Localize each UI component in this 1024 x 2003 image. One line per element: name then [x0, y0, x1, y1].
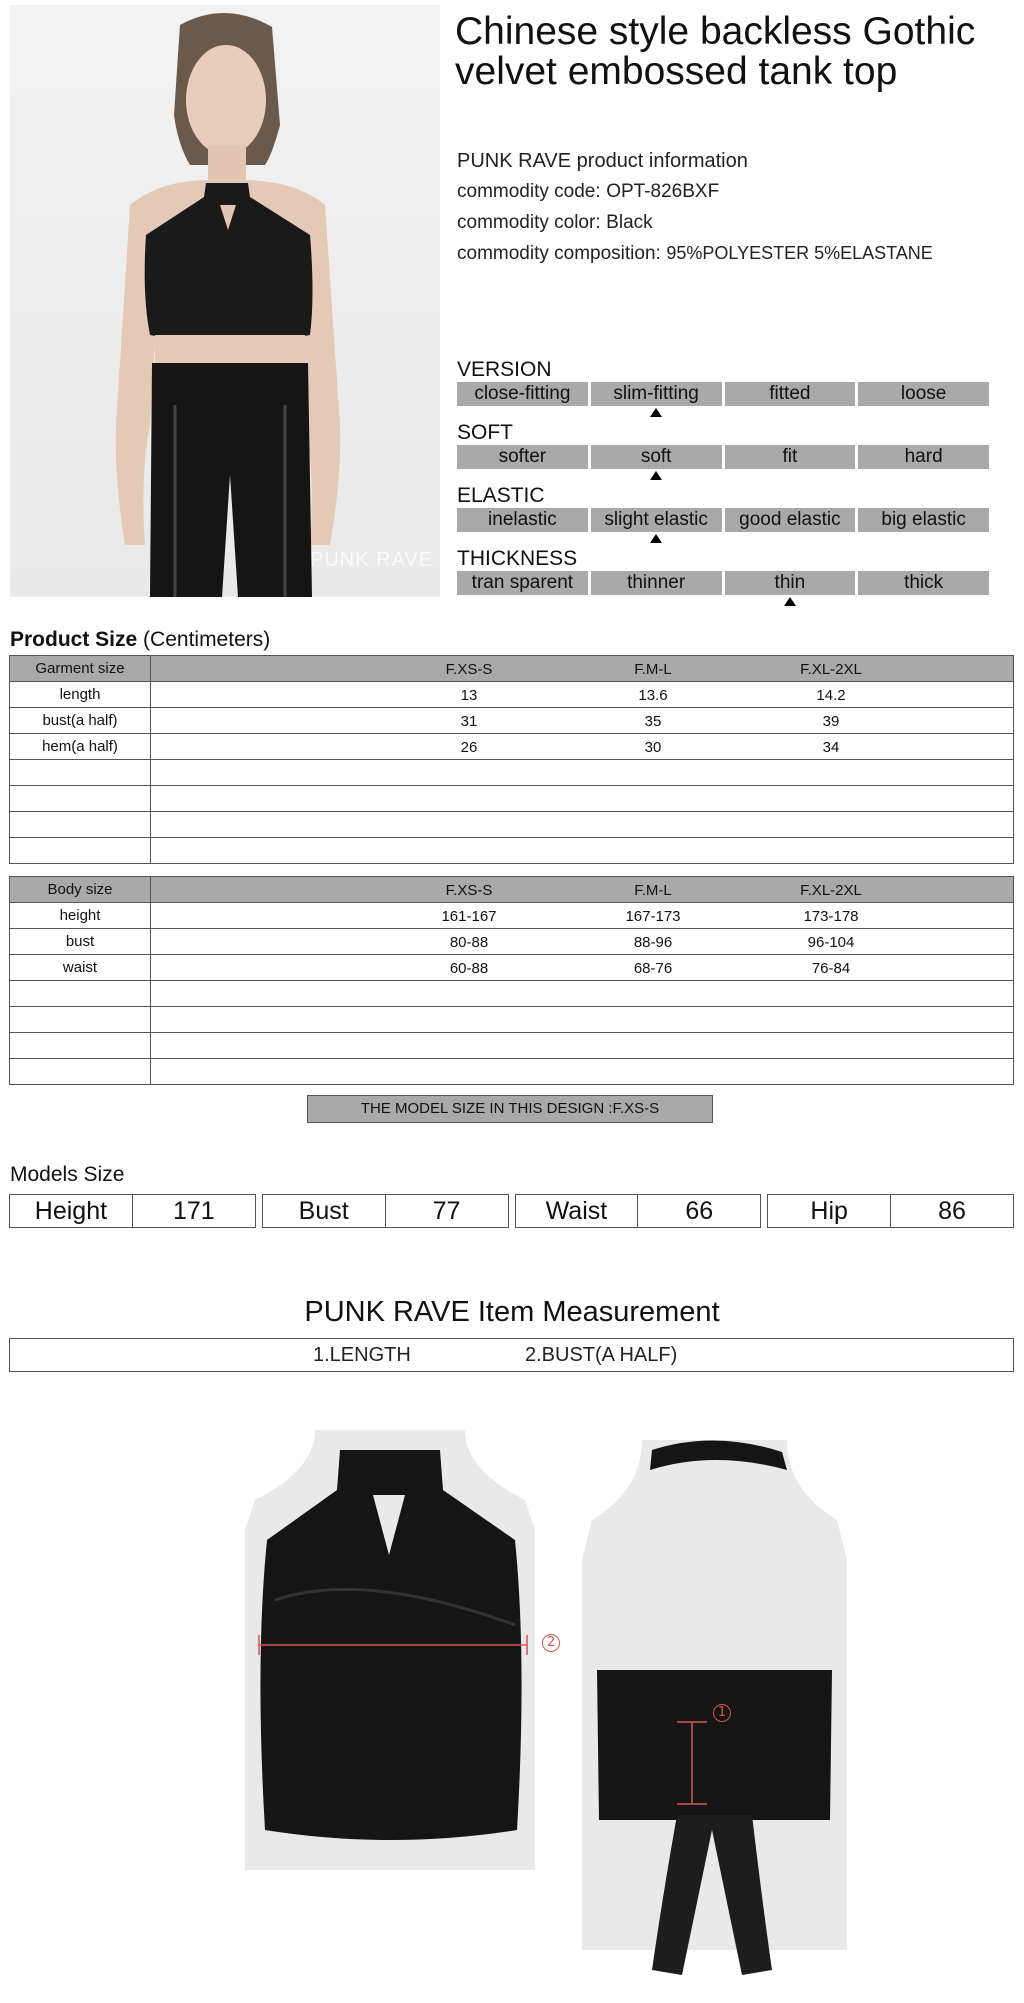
- model-photo: [10, 5, 440, 597]
- model-measure: [9, 1194, 256, 1228]
- attr-label: THICKNESS: [457, 547, 578, 570]
- scale-bar: [457, 445, 989, 469]
- measure-value: 171: [132, 1195, 255, 1227]
- table-header: [10, 656, 1014, 682]
- table-row: [10, 682, 1014, 708]
- composition-label: commodity composition:: [457, 243, 661, 264]
- models-size-title: Models Size: [10, 1163, 125, 1186]
- empty-row: [10, 1033, 1014, 1059]
- row-label: bust: [10, 929, 151, 955]
- scale-option: thick: [858, 571, 989, 595]
- scale-option: tran sparent: [457, 571, 588, 595]
- table-cell: 13: [460, 687, 478, 704]
- color-label: commodity color:: [457, 212, 601, 233]
- row-label: hem(a half): [10, 734, 151, 760]
- attr-soft: [457, 421, 989, 484]
- attr-label: SOFT: [457, 421, 513, 444]
- garment-front-image: [245, 1430, 535, 1870]
- measure-label: Height: [34, 1197, 108, 1225]
- table-cell: 96-104: [807, 934, 855, 951]
- color-value: Black: [606, 212, 653, 233]
- measurement-title: PUNK RAVE Item Measurement: [304, 1296, 720, 1328]
- attr-label: VERSION: [457, 358, 552, 381]
- table-cell: 34: [822, 739, 840, 756]
- measurement-item: 1.LENGTH: [313, 1344, 411, 1366]
- scale-option: fit: [725, 445, 856, 469]
- garment-size-table: [9, 655, 1014, 864]
- scale-option: soft: [591, 445, 722, 469]
- product-info: [457, 146, 933, 269]
- model-size-note: THE MODEL SIZE IN THIS DESIGN :F.XS-S: [307, 1095, 713, 1123]
- scale-bar: [457, 508, 989, 532]
- scale-option: inelastic: [457, 508, 588, 532]
- composition-value: 95%POLYESTER 5%ELASTANE: [666, 243, 933, 263]
- model-measure: [262, 1194, 509, 1228]
- model-measure: [515, 1194, 762, 1228]
- table-row: [10, 955, 1014, 981]
- attribute-scales: [457, 358, 989, 610]
- table-cell: 35: [644, 713, 662, 730]
- measure-label: Waist: [545, 1197, 608, 1225]
- row-label: length: [10, 682, 151, 708]
- empty-row: [10, 1007, 1014, 1033]
- commodity-composition: [457, 238, 933, 269]
- scale-option: fitted: [725, 382, 856, 406]
- header-cell: Garment size: [10, 656, 151, 682]
- table-cell: 30: [644, 739, 662, 756]
- table-cell: 26: [460, 739, 478, 756]
- empty-row: [10, 760, 1014, 786]
- length-marker-icon: 1: [713, 1704, 731, 1722]
- scale-option: hard: [858, 445, 989, 469]
- header-cell: F.XL-2XL: [800, 882, 862, 899]
- commodity-color: [457, 207, 933, 238]
- row-label: bust(a half): [10, 708, 151, 734]
- body-size-table: [9, 876, 1014, 1085]
- scale-bar: [457, 571, 989, 595]
- models-size-row: [9, 1194, 1014, 1228]
- brand-line: PUNK RAVE product information: [457, 150, 748, 172]
- attr-version: [457, 358, 989, 421]
- table-cell: 13.6: [638, 687, 668, 704]
- selected-marker-icon: [650, 534, 662, 543]
- table-row: [10, 929, 1014, 955]
- table-cell: 161-167: [441, 908, 497, 925]
- scale-option: slight elastic: [591, 508, 722, 532]
- header-cell: F.XS-S: [445, 882, 493, 899]
- empty-row: [10, 981, 1014, 1007]
- scale-option: slim-fitting: [591, 382, 722, 406]
- scale-option: thinner: [591, 571, 722, 595]
- measure-value: 77: [385, 1195, 508, 1227]
- table-cell: 76-84: [811, 960, 851, 977]
- selected-marker-icon: [784, 597, 796, 606]
- table-row: [10, 708, 1014, 734]
- row-label: height: [10, 903, 151, 929]
- header-cell: Body size: [10, 877, 151, 903]
- selected-marker-icon: [650, 408, 662, 417]
- scale-option: big elastic: [858, 508, 989, 532]
- bust-marker-icon: 2: [542, 1634, 560, 1652]
- model-measure: [767, 1194, 1014, 1228]
- measure-value: 86: [890, 1195, 1013, 1227]
- header-cell: F.M-L: [634, 882, 672, 899]
- table-cell: 167-173: [625, 908, 681, 925]
- measurement-item: 2.BUST(A HALF): [525, 1344, 678, 1366]
- scale-option: loose: [858, 382, 989, 406]
- table-cell: 88-96: [633, 934, 673, 951]
- table-cell: 173-178: [803, 908, 859, 925]
- scale-option: thin: [725, 571, 856, 595]
- scale-option: softer: [457, 445, 588, 469]
- unit-label: (Centimeters): [143, 628, 271, 651]
- table-row: [10, 903, 1014, 929]
- selected-marker-icon: [650, 471, 662, 480]
- measure-value: 66: [637, 1195, 760, 1227]
- table-row: [10, 734, 1014, 760]
- header-cell: F.M-L: [634, 661, 672, 678]
- attr-elastic: [457, 484, 989, 547]
- attr-thickness: [457, 547, 989, 610]
- measure-label: Hip: [810, 1197, 848, 1225]
- measurement-legend: [9, 1338, 1014, 1372]
- code-value: OPT-826BXF: [606, 181, 720, 202]
- watermark: PUNK RAVE: [310, 549, 434, 571]
- table-header: [10, 877, 1014, 903]
- commodity-code: [457, 176, 933, 207]
- empty-row: [10, 838, 1014, 864]
- code-label: commodity code:: [457, 181, 601, 202]
- table-cell: 68-76: [633, 960, 673, 977]
- model-illustration: [10, 5, 440, 597]
- table-cell: 39: [822, 713, 840, 730]
- row-label: waist: [10, 955, 151, 981]
- table-cell: 31: [460, 713, 478, 730]
- table-cell: 60-88: [449, 960, 489, 977]
- header-cell: F.XL-2XL: [800, 661, 862, 678]
- header-cell: F.XS-S: [445, 661, 493, 678]
- table-cell: 80-88: [449, 934, 489, 951]
- attr-label: ELASTIC: [457, 484, 545, 507]
- empty-row: [10, 786, 1014, 812]
- scale-option: close-fitting: [457, 382, 588, 406]
- product-size-title: Product Size (Centimeters): [10, 628, 271, 651]
- table-cell: 14.2: [816, 687, 846, 704]
- scale-bar: [457, 382, 989, 406]
- measure-label: Bust: [298, 1197, 349, 1225]
- empty-row: [10, 812, 1014, 838]
- scale-option: good elastic: [725, 508, 856, 532]
- empty-row: [10, 1059, 1014, 1085]
- product-title: Chinese style backless Gothic velvet embossed tank top: [455, 10, 976, 93]
